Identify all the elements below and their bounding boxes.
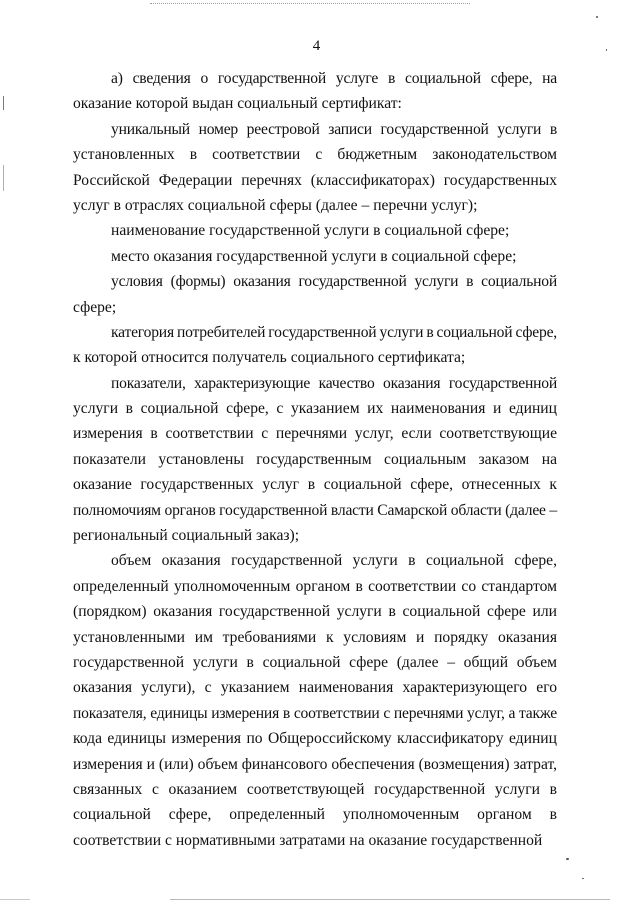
text-line: определенный уполномоченным органом в соответствии со стандартом [73, 577, 557, 595]
scan-artifact-left-mark [3, 165, 4, 191]
text-line: место оказания государственной услуги в социальной сфере; [111, 247, 517, 265]
text-line: кода единицы измерения по Общероссийскому классификатору единиц [73, 730, 557, 748]
scan-artifact-top-line [150, 3, 470, 4]
scan-speck [566, 858, 569, 860]
text-line: услуг в отраслях социальной сферы (далее – перечни услуг); [73, 196, 478, 214]
paragraph-p8 [73, 548, 557, 853]
text-line: объем оказания государственной услуги в социальной сфере, [111, 552, 557, 570]
scan-speck [596, 16, 598, 18]
text-line: установленными им требованиями к условиям и порядку оказания [73, 628, 557, 646]
text-line: соответствии с нормативными затратами на оказание государственной [73, 831, 543, 849]
text-line: региональный социальный заказ); [73, 527, 300, 545]
text-line: категория потребителей государственной услуги в социальной сфере, [111, 323, 557, 341]
scan-speck [582, 878, 584, 879]
text-line: показатели, характеризующие качество оказания государственной [111, 374, 557, 392]
text-line: социальной сфере, определенный уполномоченным органом в [73, 806, 557, 824]
text-line: измерения в соответствии с перечнями услуг, если соответствующие [73, 425, 557, 443]
paragraph-p1 [73, 66, 557, 117]
text-line: сфере; [73, 298, 117, 316]
text-line: наименование государственной услуги в социальной сфере; [111, 222, 510, 240]
text-line: а) сведения о государственной услуге в социальной сфере, на [111, 70, 557, 87]
scan-artifact-left-mark [3, 96, 4, 110]
document-body [73, 66, 557, 853]
paragraph-p6 [73, 320, 557, 371]
text-line: оказание государственных услуг в социальной сфере, отнесенных к [73, 476, 557, 494]
paragraph-p4 [73, 244, 557, 269]
text-line: показатели установлены государственным социальным заказом на [73, 450, 557, 468]
text-line: Российской Федерации перечнях (классификаторах) государственных [73, 171, 557, 189]
text-line: связанных с оказанием соответствующей государственной услуги в [73, 780, 557, 798]
text-line: к которой относится получатель социального сертификата; [73, 349, 466, 367]
text-line: показателя, единицы измерения в соответствии с перечнями услуг, а также [73, 704, 557, 722]
paragraph-p2 [73, 117, 557, 219]
scan-artifact-bottom-line [170, 899, 610, 900]
paragraph-p7 [73, 371, 557, 549]
text-line: установленных в соответствии с бюджетным законодательством [73, 146, 557, 164]
scan-artifact-bottom-left-line [0, 899, 30, 900]
page-number: 4 [312, 38, 321, 54]
text-line: полномочиям органов государственной власти Самарской области (далее – [73, 501, 557, 519]
text-line: (порядком) оказания государственной услуги в социальной сфере или [73, 603, 557, 621]
text-line: измерения и (или) объем финансового обеспечения (возмещения) затрат, [73, 755, 557, 773]
text-line: оказание которой выдан социальный сертификат: [73, 95, 402, 113]
text-line: услуги в социальной сфере, с указанием их наименования и единиц [73, 400, 557, 418]
paragraph-p5 [73, 269, 557, 320]
text-line: уникальный номер реестровой записи государственной услуги в [111, 120, 557, 138]
text-line: государственной услуги в социальной сфере (далее – общий объем [73, 653, 557, 671]
paragraph-p3 [73, 218, 557, 243]
text-line: оказания услуги), с указанием наименования характеризующего его [73, 679, 557, 697]
text-line: условия (формы) оказания государственной услуги в социальной [111, 273, 557, 291]
